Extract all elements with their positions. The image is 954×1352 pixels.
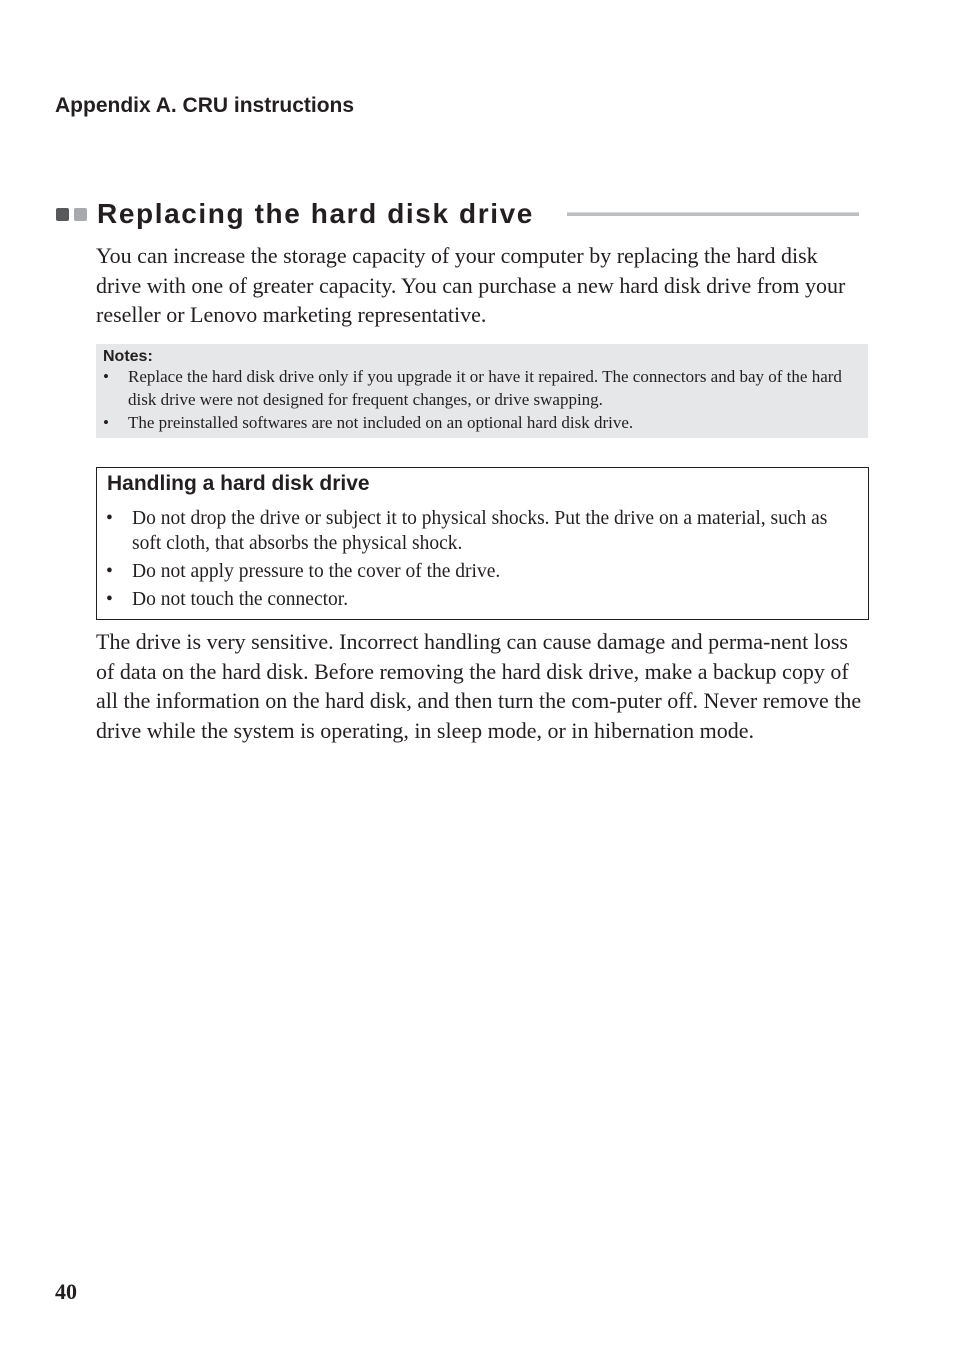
- notes-label: Notes:: [103, 348, 153, 365]
- note-item: [96, 411, 868, 434]
- sensitivity-paragraph: The drive is very sensitive. Incorrect handling can cause damage and perma-nent loss of data on the hard disk. Before removing the hard disk drive, make a backup copy of all the information on the hard disk, and then turn the com-puter off. Never remove the drive while the system is operating, in sleep mode, or in hibernation mode.: [96, 629, 862, 743]
- heading-dot-light-icon: [74, 208, 87, 221]
- bullet-icon: •: [106, 589, 113, 610]
- handling-text: Do not touch the connector.: [132, 589, 349, 610]
- handling-title: Handling a hard disk drive: [107, 472, 370, 495]
- handling-text: Do not apply pressure to the cover of the drive.: [132, 561, 501, 582]
- handling-box: [96, 467, 869, 620]
- intro-paragraph: You can increase the storage capacity of your computer by replacing the hard disk drive with one of greater capacity. You can purchase a new hard disk drive from your reseller or Lenovo marketing representative.: [96, 243, 846, 328]
- bullet-icon: •: [103, 413, 109, 432]
- note-text: Replace the hard disk drive only if you upgrade it or have it repaired. The connectors and bay of the hard disk drive were not designed for frequent changes, or drive swapping.: [128, 367, 842, 409]
- heading-rule: [567, 212, 859, 216]
- handling-text: Do not drop the drive or subject it to physical shocks. Put the drive on a material, such as soft cloth, that absorbs the physical shock.: [132, 508, 828, 554]
- bullet-icon: •: [103, 367, 109, 386]
- section-heading: [55, 196, 861, 232]
- bullet-icon: •: [106, 561, 113, 582]
- heading-dot-dark-icon: [56, 208, 69, 221]
- bullet-icon: •: [106, 508, 113, 529]
- handling-list: [97, 506, 868, 615]
- note-item: [96, 365, 868, 411]
- handling-item: [97, 587, 868, 612]
- notes-box: [96, 344, 868, 438]
- running-header: Appendix A. CRU instructions: [55, 94, 355, 117]
- page-number: 40: [55, 1279, 77, 1304]
- handling-item: [97, 506, 868, 556]
- notes-list: [96, 365, 868, 434]
- handling-item: [97, 559, 868, 584]
- note-text: The preinstalled softwares are not included on an optional hard disk drive.: [128, 413, 634, 432]
- section-title: Replacing the hard disk drive: [97, 198, 534, 229]
